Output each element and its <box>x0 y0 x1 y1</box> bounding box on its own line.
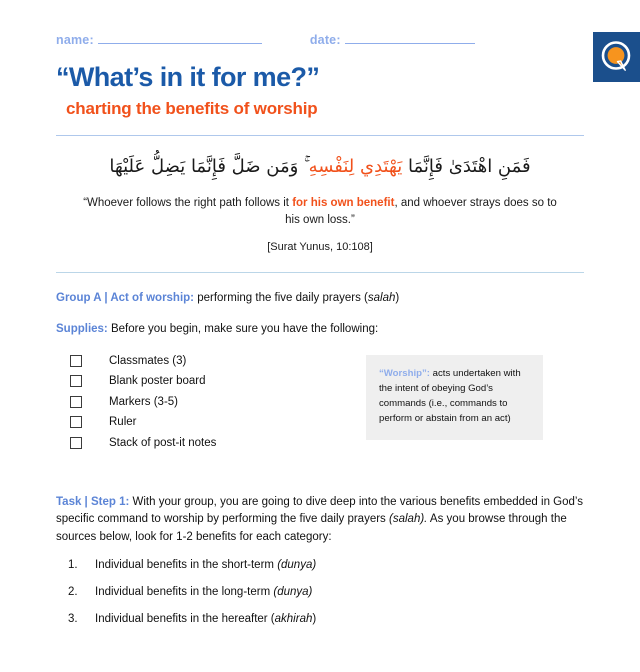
supplies-checklist <box>56 350 356 453</box>
list-item-text-main: Individual benefits in the long-term <box>95 586 274 599</box>
task-label: Task | Step 1: <box>56 495 130 508</box>
ayah-translation <box>75 195 565 228</box>
ayah-arabic <box>56 151 584 183</box>
q-logo-icon <box>601 41 632 74</box>
supplies-line <box>56 321 584 337</box>
checkbox-label: Ruler <box>109 416 137 429</box>
task-text-1: With your group, you are going to dive deep into the various benefits embedded in God’s specific command to worship by performing the five daily prayers <box>56 495 583 526</box>
supplies-text: Before you begin, make sure you have the following: <box>107 323 379 336</box>
name-input-line[interactable] <box>98 32 262 44</box>
list-item-emphasis: (dunya) <box>273 586 313 599</box>
list-item[interactable] <box>56 371 356 392</box>
page-subtitle: charting the benefits of worship <box>66 99 318 119</box>
list-item <box>56 586 584 598</box>
group-emphasis: salah <box>367 292 396 305</box>
name-label: name: <box>56 33 94 47</box>
list-item-number: 1. <box>68 559 78 572</box>
supplies-label: Supplies: <box>56 323 108 336</box>
benefit-category-list <box>56 559 584 625</box>
task-paragraph <box>56 494 596 546</box>
worship-definition-callout <box>366 355 543 439</box>
list-item <box>56 559 584 571</box>
date-input-line[interactable] <box>345 32 475 44</box>
list-item-emphasis: (dunya) <box>277 559 317 572</box>
checkbox-icon[interactable] <box>70 416 82 428</box>
group-line <box>56 290 584 306</box>
group-text: performing the five daily prayers ( <box>194 292 368 305</box>
list-item-text <box>95 559 316 571</box>
page-title: “What’s in it for me?” <box>56 62 320 92</box>
name-date-row <box>56 32 584 47</box>
translation-highlight: for his own benefit <box>292 196 395 209</box>
checkbox-label: Classmates (3) <box>109 354 187 367</box>
checkbox-icon[interactable] <box>70 375 82 387</box>
list-item-text <box>95 586 312 598</box>
list-item-text-main: Individual benefits in the hereafter ( <box>95 613 275 626</box>
list-item <box>56 613 584 625</box>
ayah-arabic-after: ۚ وَمَن ضَلَّ فَإِنَّمَا يَضِلُّ عَلَيْهَا <box>109 156 309 178</box>
group-label: Group A | Act of worship: <box>56 292 195 305</box>
list-item[interactable] <box>56 412 356 433</box>
checkbox-label: Markers (3-5) <box>109 395 179 408</box>
divider-middle <box>56 272 584 273</box>
list-item-text-end: ) <box>312 613 317 626</box>
ayah-arabic-highlight: يَهْتَدِي لِنَفْسِهِ <box>308 156 403 178</box>
translation-after: , and whoever strays does so to his own loss.” <box>285 196 557 226</box>
divider-top <box>56 135 584 136</box>
worksheet-page <box>0 32 640 625</box>
list-item[interactable] <box>56 391 356 412</box>
supplies-and-callout <box>56 350 584 453</box>
list-item-text <box>95 613 316 625</box>
checkbox-icon[interactable] <box>70 437 82 449</box>
list-item-emphasis: akhirah <box>274 613 313 626</box>
callout-term: “Worship”: <box>379 368 430 380</box>
date-label: date: <box>309 33 341 47</box>
ayah-arabic-before: فَمَنِ اهْتَدَىٰ فَإِنَّمَا <box>402 156 531 178</box>
checkbox-label: Blank poster board <box>109 375 206 388</box>
checkbox-icon[interactable] <box>70 355 82 367</box>
list-item[interactable] <box>56 432 356 453</box>
list-item-number: 3. <box>68 613 78 626</box>
list-item-number: 2. <box>68 586 78 599</box>
list-item-text-main: Individual benefits in the short-term <box>95 559 278 572</box>
task-text-2: As you browse through the sources below, look for 1-2 benefits for each category: <box>56 513 567 543</box>
callout-definition: acts undertaken with the intent of obeying God’s commands (i.e., commands to perform or abstain from an act) <box>379 368 521 424</box>
brand-logo <box>593 32 640 82</box>
ayah-citation: [Surat Yunus, 10:108] <box>267 241 373 254</box>
checkbox-label: Stack of post-it notes <box>109 436 217 449</box>
list-item[interactable] <box>56 350 356 371</box>
group-text-end: ) <box>395 292 400 305</box>
checkbox-icon[interactable] <box>70 396 82 408</box>
task-emphasis: (salah). <box>389 513 428 526</box>
translation-before: “Whoever follows the right path follows it <box>83 196 293 209</box>
